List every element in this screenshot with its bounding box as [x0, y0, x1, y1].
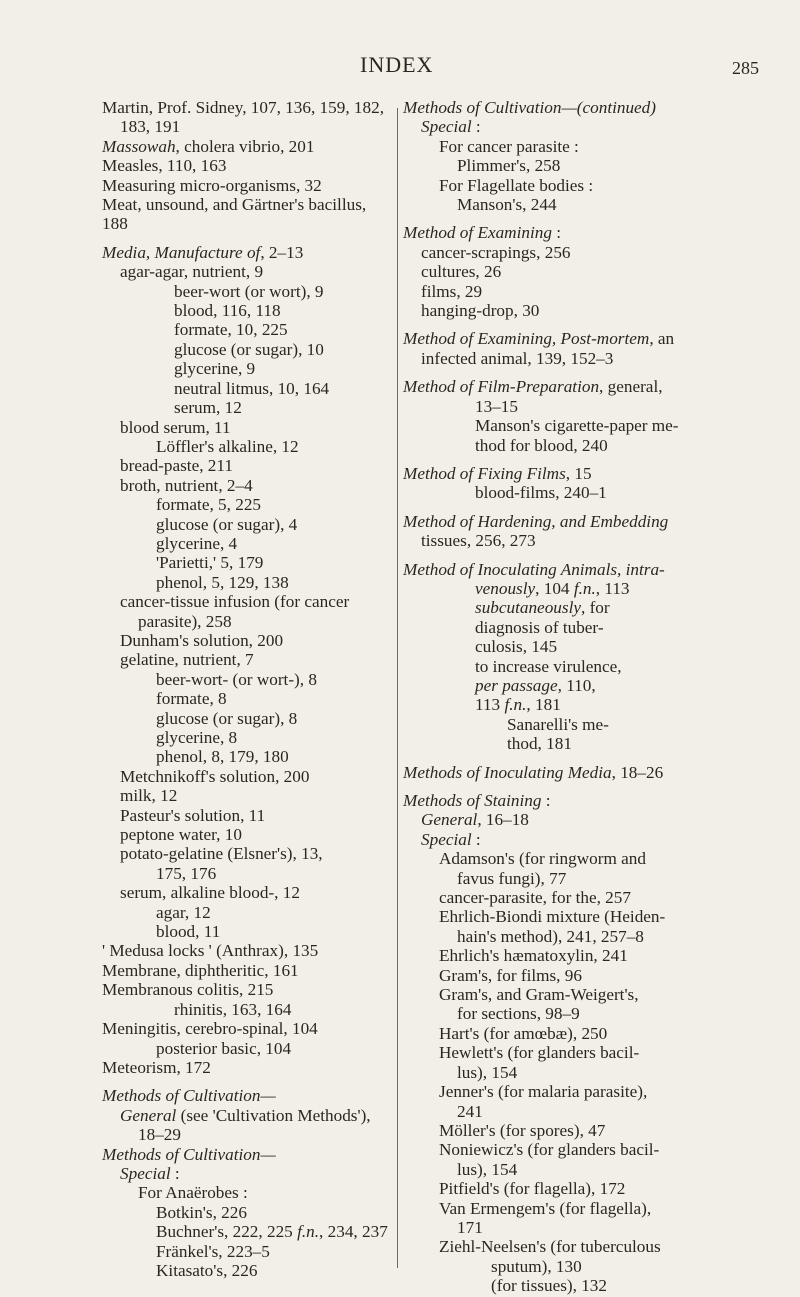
index-entry — [403, 1121, 703, 1140]
index-entry — [102, 1145, 392, 1164]
index-entry-italic-text: venously — [475, 578, 536, 598]
index-entry-italic-text: Methods of Cultivation—(continued) — [403, 98, 657, 117]
index-entry-text: Adamson's (for ringworm and — [439, 849, 646, 869]
index-entry-italic-text: Massowah — [102, 136, 176, 156]
index-entry — [102, 379, 392, 398]
index-entry-text: cancer-parasite, for the, 257 — [439, 888, 631, 908]
index-entry — [102, 1058, 392, 1077]
index-entry-italic-text: General — [421, 810, 478, 830]
index-entry-text: hanging-drop, 30 — [421, 301, 540, 321]
index-entry — [102, 156, 392, 175]
index-entry — [403, 618, 703, 637]
index-entry — [403, 888, 703, 907]
index-entry-text: beer-wort (or wort), 9 — [174, 281, 324, 301]
index-entry-italic-text: f.n. — [504, 695, 527, 715]
index-entry-italic-text: per passage — [475, 675, 558, 695]
index-entry-text: bread-paste, 211 — [120, 456, 233, 476]
index-entry — [102, 137, 392, 156]
index-entry-italic-text: f.n. — [573, 578, 596, 598]
index-entry — [403, 1237, 703, 1256]
index-column-right — [403, 98, 703, 1296]
index-entry — [102, 476, 392, 495]
index-entry — [102, 418, 392, 437]
index-entry — [102, 689, 392, 708]
index-entry-text: : — [551, 223, 562, 243]
index-entry-text: glycerine, 9 — [174, 359, 256, 379]
index-entry — [403, 1276, 703, 1295]
index-entry — [102, 767, 392, 786]
index-entry-text: 'Parietti,' 5, 179 — [156, 553, 264, 573]
index-entry — [102, 592, 392, 611]
index-entry — [102, 282, 392, 301]
index-entry-text: potato-gelatine (Elsner's), 13, — [120, 844, 323, 864]
index-entry — [102, 573, 392, 592]
index-entry — [403, 598, 703, 617]
index-entry — [102, 844, 392, 863]
index-entry-italic-text: Media, Manufacture of — [102, 242, 261, 262]
index-entry-text: rhinitis, 163, 164 — [174, 999, 292, 1019]
index-entry — [403, 117, 703, 136]
index-entry — [403, 243, 703, 262]
index-entry-text: Ziehl-Neelsen's (for tuberculous — [439, 1237, 661, 1257]
index-entry — [403, 1024, 703, 1043]
index-entry — [403, 985, 703, 1004]
index-entry — [403, 512, 703, 531]
index-entry — [102, 786, 392, 805]
index-entry — [102, 864, 392, 883]
index-entry-text: : — [170, 1163, 180, 1183]
index-entry — [403, 137, 703, 156]
index-entry-text: diagnosis of tuber- — [475, 617, 604, 637]
index-entry — [102, 359, 392, 378]
index-entry-text: For Flagellate bodies : — [439, 175, 594, 195]
index-entry — [102, 495, 392, 514]
index-entry — [102, 117, 392, 136]
index-entry-text: lus), 154 — [457, 1159, 518, 1179]
index-entry — [102, 515, 392, 534]
index-entry — [403, 1257, 703, 1276]
index-entry-italic-text: Method of Examining, Post-mortem — [403, 329, 650, 349]
index-entry — [403, 1179, 703, 1198]
index-entry-text: Measles, 110, 163 — [102, 156, 227, 176]
index-entry-italic-text: Method of Inoculating Animals, intra- — [403, 559, 665, 579]
index-entry-italic-text: Method of Hardening, and Embedding — [403, 511, 669, 531]
index-entry — [102, 553, 392, 572]
index-entry — [403, 637, 703, 656]
index-entry — [102, 883, 392, 902]
index-entry — [102, 1261, 392, 1280]
index-entry-text: Hewlett's (for glanders bacil- — [439, 1043, 640, 1063]
index-entry-text: Manson's, 244 — [457, 195, 557, 215]
index-entry — [403, 301, 703, 320]
index-entry-text: lus), 154 — [457, 1062, 518, 1082]
index-entry-text: Jenner's (for malaria parasite), — [439, 1082, 648, 1102]
index-entry — [403, 1004, 703, 1023]
index-entry-text: beer-wort- (or wort-), 8 — [156, 669, 317, 689]
index-entry-text: Measuring micro-organisms, 32 — [102, 175, 322, 195]
index-entry-italic-text: Methods of Staining — [403, 791, 542, 810]
index-entry-text: Pitfield's (for flagella), 172 — [439, 1179, 626, 1199]
index-entry — [102, 747, 392, 766]
index-entry-italic-text: Methods of Cultivation— — [102, 1144, 276, 1164]
index-entry-text: culosis, 145 — [475, 637, 558, 657]
index-entry-text: formate, 8 — [156, 689, 227, 709]
index-entry-text: to increase virulence, — [475, 656, 622, 676]
index-entry — [102, 340, 392, 359]
index-entry — [102, 195, 392, 214]
index-entry-text: Kitasato's, 226 — [156, 1260, 258, 1280]
index-entry-text: Hart's (for amœbæ), 250 — [439, 1023, 608, 1043]
index-entry-text: serum, 12 — [174, 398, 242, 418]
index-entry — [403, 483, 703, 502]
index-entry-text: 18–29 — [138, 1125, 181, 1145]
running-head: INDEX — [360, 52, 434, 77]
index-entry-text: 171 — [457, 1217, 483, 1237]
index-entry-text: peptone water, 10 — [120, 825, 242, 845]
index-entry — [403, 464, 703, 483]
index-entry — [102, 1125, 392, 1144]
index-entry-text: broth, nutrient, 2–4 — [120, 475, 253, 495]
index-entry — [102, 980, 392, 999]
index-entry-text: ' Medusa locks ' (Anthrax), 135 — [102, 941, 319, 961]
index-entry-italic-text: Method of Film-Preparation — [403, 377, 600, 397]
index-entry — [102, 961, 392, 980]
index-entry-italic-text: General — [120, 1105, 177, 1125]
index-entry — [403, 791, 703, 810]
index-entry-text: Meat, unsound, and Gärtner's bacillus, — [102, 195, 367, 215]
index-entry-italic-text: subcutaneously — [475, 598, 581, 618]
index-entry-text: blood, 11 — [156, 922, 221, 942]
index-entry — [403, 1082, 703, 1101]
index-entry-text: , 15 — [565, 463, 592, 483]
index-entry-text: Botkin's, 226 — [156, 1202, 247, 1222]
index-entry-text: : — [471, 117, 481, 137]
index-entry-italic-text: Methods of Cultivation— — [102, 1086, 276, 1106]
index-entry — [403, 1218, 703, 1237]
index-entry — [403, 849, 703, 868]
index-entry — [102, 437, 392, 456]
index-entry — [403, 830, 703, 849]
index-entry — [403, 907, 703, 926]
index-entry — [102, 214, 392, 233]
index-entry — [102, 398, 392, 417]
index-entry-italic-text: Method of Fixing Films — [403, 463, 566, 483]
index-entry — [102, 670, 392, 689]
index-entry-text: Gram's, and Gram-Weigert's, — [439, 985, 639, 1005]
index-entry-text: blood-films, 240–1 — [475, 483, 607, 503]
index-entry — [403, 531, 703, 550]
index-entry — [102, 1039, 392, 1058]
index-entry — [403, 676, 703, 695]
index-entry-text: (for tissues), 132 — [491, 1276, 607, 1296]
index-entry-text: 183, 191 — [120, 117, 181, 137]
index-entry — [403, 734, 703, 753]
index-column-left — [102, 98, 392, 1280]
index-entry-text: Manson's cigarette-paper me- — [475, 416, 679, 436]
index-entry — [102, 1106, 392, 1125]
index-entry-text: cultures, 26 — [421, 262, 502, 282]
index-entry-italic-text: Special — [120, 1163, 171, 1183]
index-entry-text: glycerine, 8 — [156, 728, 238, 747]
index-entry-text: , 104 — [535, 578, 574, 598]
index-entry-text: agar, 12 — [156, 902, 211, 922]
index-entry — [102, 1019, 392, 1038]
index-entry-italic-text: Special — [421, 829, 472, 849]
index-entry — [102, 612, 392, 631]
index-entry-text: for sections, 98–9 — [457, 1004, 580, 1024]
index-entry-text: Ehrlich's hæmatoxylin, 241 — [439, 946, 628, 966]
index-entry-text: thod, 181 — [507, 734, 572, 754]
index-entry — [102, 825, 392, 844]
index-entry-text: blood serum, 11 — [120, 417, 231, 437]
index-entry — [403, 397, 703, 416]
index-entry — [403, 927, 703, 946]
index-entry — [102, 922, 392, 941]
index-entry-text: Metchnikoff's solution, 200 — [120, 766, 310, 786]
index-entry — [403, 282, 703, 301]
index-entry — [403, 416, 703, 435]
index-entry-text: milk, 12 — [120, 786, 178, 806]
index-entry-text: , 18–26 — [611, 762, 664, 782]
index-entry-text: 188 — [102, 214, 128, 234]
index-entry-text: , cholera vibrio, 201 — [175, 136, 315, 156]
index-entry — [102, 1000, 392, 1019]
index-entry — [403, 176, 703, 195]
index-entry — [403, 98, 703, 117]
index-entry-text: Meningitis, cerebro-spinal, 104 — [102, 1019, 318, 1039]
index-entry — [102, 1222, 392, 1241]
index-entry-text: thod for blood, 240 — [475, 435, 608, 455]
index-entry-italic-text: Method of Examining — [403, 223, 552, 243]
index-entry-text: Noniewicz's (for glanders bacil- — [439, 1140, 660, 1160]
index-entry — [403, 1160, 703, 1179]
index-entry-text: 13–15 — [475, 396, 518, 416]
index-entry — [403, 1102, 703, 1121]
index-entry-text: , 181 — [526, 695, 561, 715]
index-entry — [403, 156, 703, 175]
index-entry-text: Membrane, diphtheritic, 161 — [102, 960, 299, 980]
index-entry-text: , 113 — [595, 578, 630, 598]
column-divider — [397, 108, 398, 1268]
index-entry — [403, 195, 703, 214]
index-entry — [102, 1203, 392, 1222]
index-entry — [102, 650, 392, 669]
index-entry — [102, 806, 392, 825]
index-entry-text: Pasteur's solution, 11 — [120, 805, 266, 825]
index-entry-text: tissues, 256, 273 — [421, 531, 536, 551]
index-entry — [102, 631, 392, 650]
index-entry — [102, 728, 392, 747]
index-entry-text: phenol, 8, 179, 180 — [156, 747, 289, 767]
index-entry-text: glucose (or sugar), 10 — [174, 339, 324, 359]
index-entry-text: Dunham's solution, 200 — [120, 630, 284, 650]
index-entry-text: cancer-tissue infusion (for cancer — [120, 592, 350, 612]
index-entry-text: hain's method), 241, 257–8 — [457, 926, 644, 946]
index-entry-text: Fränkel's, 223–5 — [156, 1241, 270, 1261]
index-entry — [403, 223, 703, 242]
index-entry-text: Gram's, for films, 96 — [439, 965, 582, 985]
index-entry-text: (see 'Cultivation Methods'), — [176, 1105, 371, 1125]
index-entry — [102, 262, 392, 281]
index-entry-text: , an — [649, 329, 675, 349]
index-entry — [403, 436, 703, 455]
index-entry-text: Sanarelli's me- — [507, 714, 609, 734]
index-entry-text: films, 29 — [421, 281, 483, 301]
index-entry-text: , 2–13 — [260, 242, 304, 262]
index-entry-text: Van Ermengem's (for flagella), — [439, 1198, 652, 1218]
index-entry — [102, 320, 392, 339]
index-entry-text: cancer-scrapings, 256 — [421, 242, 571, 262]
index-entry — [102, 709, 392, 728]
index-entry-text: glycerine, 4 — [156, 533, 238, 553]
index-entry-text: : — [471, 829, 481, 849]
index-entry-text: , 16–18 — [477, 810, 529, 830]
index-entry-text: infected animal, 139, 152–3 — [421, 348, 614, 368]
index-entry-text: Ehrlich-Biondi mixture (Heiden- — [439, 907, 666, 927]
index-entry-text: gelatine, nutrient, 7 — [120, 650, 254, 670]
index-entry — [403, 657, 703, 676]
index-entry — [403, 715, 703, 734]
index-entry-text: glucose (or sugar), 4 — [156, 514, 298, 534]
index-entry-text: Membranous colitis, 215 — [102, 980, 274, 1000]
index-entry-text: : — [541, 791, 551, 810]
index-entry-text: posterior basic, 104 — [156, 1038, 292, 1058]
index-entry-text: formate, 10, 225 — [174, 320, 288, 340]
index-entry — [102, 176, 392, 195]
index-entry-text: , 234, 237 — [319, 1222, 388, 1242]
index-entry — [403, 377, 703, 396]
index-entry-text: agar-agar, nutrient, 9 — [120, 262, 264, 282]
index-entry-text: parasite), 258 — [138, 611, 232, 631]
index-entry-text: glucose (or sugar), 8 — [156, 708, 298, 728]
index-entry-text: For cancer parasite : — [439, 136, 579, 156]
index-entry-text: Löffler's alkaline, 12 — [156, 436, 299, 456]
index-entry — [403, 763, 703, 782]
index-entry-italic-text: Special — [421, 117, 472, 137]
index-entry-text: 241 — [457, 1101, 483, 1121]
index-entry — [403, 579, 703, 598]
index-entry — [403, 262, 703, 281]
index-entry-text: For Anaërobes : — [138, 1183, 248, 1203]
index-entry — [403, 329, 703, 348]
index-entry-text: , for — [580, 598, 610, 618]
index-entry — [403, 869, 703, 888]
index-entry — [102, 243, 392, 262]
index-entry-text: Meteorism, 172 — [102, 1057, 211, 1077]
index-entry-text: , general, — [599, 377, 663, 397]
index-entry — [403, 810, 703, 829]
index-entry — [403, 1063, 703, 1082]
index-entry — [102, 1164, 392, 1183]
index-entry — [102, 1183, 392, 1202]
index-entry-text: serum, alkaline blood-, 12 — [120, 883, 300, 903]
index-entry-text: 113 — [475, 695, 505, 715]
index-entry-italic-text: f.n. — [297, 1222, 320, 1242]
index-entry — [102, 1242, 392, 1261]
index-entry-text: neutral litmus, 10, 164 — [174, 378, 330, 398]
index-entry-text: Plimmer's, 258 — [457, 156, 561, 176]
index-entry — [403, 1043, 703, 1062]
index-entry-text: 175, 176 — [156, 863, 217, 883]
index-entry — [403, 560, 703, 579]
page-number: 285 — [732, 58, 759, 78]
index-entry-text: Möller's (for spores), 47 — [439, 1120, 606, 1140]
index-entry-text: favus fungi), 77 — [457, 868, 567, 888]
index-entry — [102, 941, 392, 960]
index-entry — [102, 534, 392, 553]
index-entry — [102, 301, 392, 320]
index-entry — [403, 695, 703, 714]
index-entry — [403, 349, 703, 368]
index-entry — [403, 946, 703, 965]
index-entry-text: formate, 5, 225 — [156, 495, 262, 515]
index-entry — [102, 903, 392, 922]
index-entry — [102, 456, 392, 475]
index-entry-text: blood, 116, 118 — [174, 301, 281, 321]
index-entry — [403, 966, 703, 985]
page-header — [0, 52, 800, 92]
index-entry-italic-text: Methods of Inoculating Media — [403, 762, 612, 782]
index-entry — [102, 1086, 392, 1105]
index-entry — [403, 1140, 703, 1159]
index-entry-text: Buchner's, 222, 225 — [156, 1222, 298, 1242]
index-entry-text: phenol, 5, 129, 138 — [156, 572, 289, 592]
index-entry — [403, 1199, 703, 1218]
index-entry-text: , 110, — [557, 675, 596, 695]
index-entry-text: sputum), 130 — [491, 1256, 582, 1276]
index-entry-text: Martin, Prof. Sidney, 107, 136, 159, 182, — [102, 98, 384, 117]
index-entry — [102, 98, 392, 117]
